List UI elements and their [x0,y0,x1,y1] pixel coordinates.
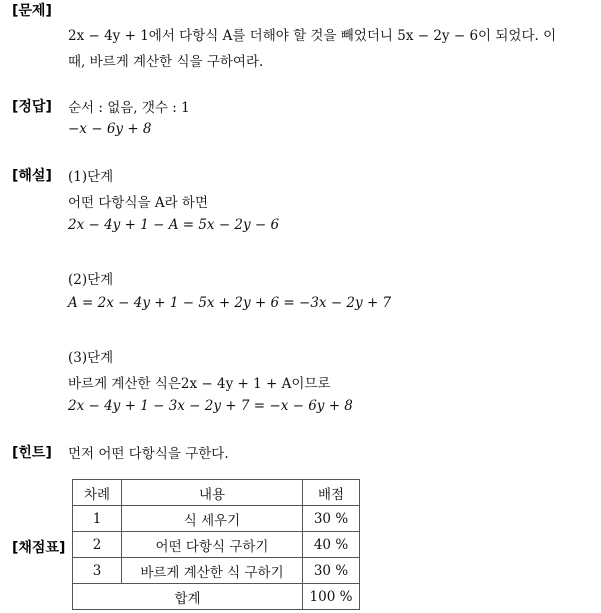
table-row [73,506,360,532]
step1-text: 어떤 다항식을 A라 하면 [68,195,208,211]
hint-text: 먼저 어떤 다항식을 구한다. [68,446,229,462]
solution-label: [해설] [12,168,52,184]
answer-label: [정답] [12,99,52,115]
step1-title: (1)단계 [68,169,114,185]
step1-equation: 2x − 4y + 1 − A = 5x − 2y − 6 [68,217,280,233]
row-order: 3 [73,558,122,584]
row-points: 30 % [303,558,360,584]
step3-text: 바르게 계산한 식은2x − 4y + 1 + A이므로 [68,376,331,392]
header-order: 차례 [73,480,122,506]
answer-expression: −x − 6y + 8 [68,121,152,137]
header-content: 내용 [122,480,303,506]
table-row [73,558,360,584]
hint-label: [힌트] [12,445,52,461]
table-row [73,532,360,558]
problem-label: [문제] [12,3,52,19]
row-content: 어떤 다항식 구하기 [122,532,303,558]
row-content: 바르게 계산한 식 구하기 [122,558,303,584]
total-value: 100 % [303,584,360,610]
answer-line-1: 순서 : 없음, 갯수 : 1 [68,100,190,116]
row-order: 1 [73,506,122,532]
rubric-label: [채점표] [12,540,66,556]
total-label: 합계 [73,584,303,610]
step3-equation: 2x − 4y + 1 − 3x − 2y + 7 = −x − 6y + 8 [68,398,353,414]
step3-title: (3)단계 [68,350,114,366]
header-points: 배점 [303,480,360,506]
row-content: 식 세우기 [122,506,303,532]
rubric-table [72,479,360,610]
rubric-header-row [73,480,360,506]
row-points: 30 % [303,506,360,532]
row-order: 2 [73,532,122,558]
rubric-total-row [73,584,360,610]
step2-equation: A = 2x − 4y + 1 − 5x + 2y + 6 = −3x − 2y + 7 [68,295,392,311]
problem-line-2: 때, 바르게 계산한 식을 구하여라. [68,54,264,70]
step2-title: (2)단계 [68,272,114,288]
problem-line-1: 2x − 4y + 1에서 다항식 A를 더해야 할 것을 빼었더니 5x − 2y − 6이 되었다. 이 [68,28,557,44]
row-points: 40 % [303,532,360,558]
